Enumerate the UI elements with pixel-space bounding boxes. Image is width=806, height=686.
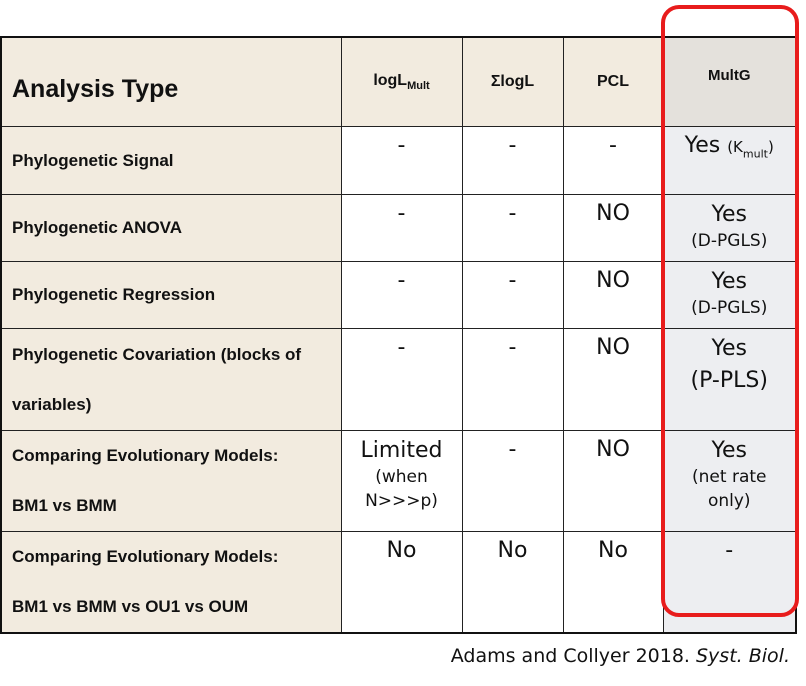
citation: Adams and Collyer 2018. Syst. Biol. xyxy=(450,645,790,667)
table-row xyxy=(1,431,796,532)
row-label: Comparing Evolutionary Models: BM1 vs BMM xyxy=(1,431,341,532)
multg-cell: Yes (P-PLS) xyxy=(663,329,796,431)
pcl-cell: NO xyxy=(563,262,663,329)
table-row xyxy=(1,195,796,262)
journal-name: Syst. Biol. xyxy=(696,645,790,667)
table-row xyxy=(1,532,796,634)
multg-cell: Yes $(K_{mult})$ xyxy=(663,127,796,195)
row-label: Phylogenetic Covariation (blocks of variables) xyxy=(1,329,341,431)
pcl-cell: No xyxy=(563,532,663,634)
table-row xyxy=(1,262,796,329)
logl-mult-cell: - xyxy=(341,127,462,195)
multg-cell: Yes (D-PGLS) xyxy=(663,262,796,329)
logl-mult-cell: No xyxy=(341,532,462,634)
analysis-type-header: Analysis Type xyxy=(1,37,341,127)
logl-mult-cell: - xyxy=(341,329,462,431)
pcl-cell: NO xyxy=(563,195,663,262)
logl-mult-cell: - xyxy=(341,195,462,262)
pcl-header: PCL xyxy=(563,37,663,127)
logl-mult-cell: - xyxy=(341,262,462,329)
pcl-cell: NO xyxy=(563,329,663,431)
pcl-cell: NO xyxy=(563,431,663,532)
sum-logl-cell: - xyxy=(462,329,563,431)
row-label: Phylogenetic Regression xyxy=(1,262,341,329)
sum-logl-header: ΣlogL xyxy=(462,37,563,127)
row-label: Phylogenetic Signal xyxy=(1,127,341,195)
sum-logl-cell: - xyxy=(462,262,563,329)
row-label: Comparing Evolutionary Models: BM1 vs BMM vs OU1 vs OUM xyxy=(1,532,341,634)
logl-mult-header: logL$_{Mult}$ xyxy=(341,37,462,127)
sum-logl-cell: No xyxy=(462,532,563,634)
header-row xyxy=(1,37,796,127)
logl-mult-cell: Limited (when N>>>p) xyxy=(341,431,462,532)
sum-logl-cell: - xyxy=(462,127,563,195)
sum-logl-cell: - xyxy=(462,195,563,262)
multg-cell: - xyxy=(663,532,796,634)
multg-header: MultG xyxy=(663,37,796,127)
pcl-cell: - xyxy=(563,127,663,195)
multg-cell: Yes (net rate only) xyxy=(663,431,796,532)
sum-logl-cell: - xyxy=(462,431,563,532)
multg-cell: Yes (D-PGLS) xyxy=(663,195,796,262)
table-row xyxy=(1,329,796,431)
table-row xyxy=(1,127,796,195)
comparison-table xyxy=(0,36,797,634)
row-label: Phylogenetic ANOVA xyxy=(1,195,341,262)
